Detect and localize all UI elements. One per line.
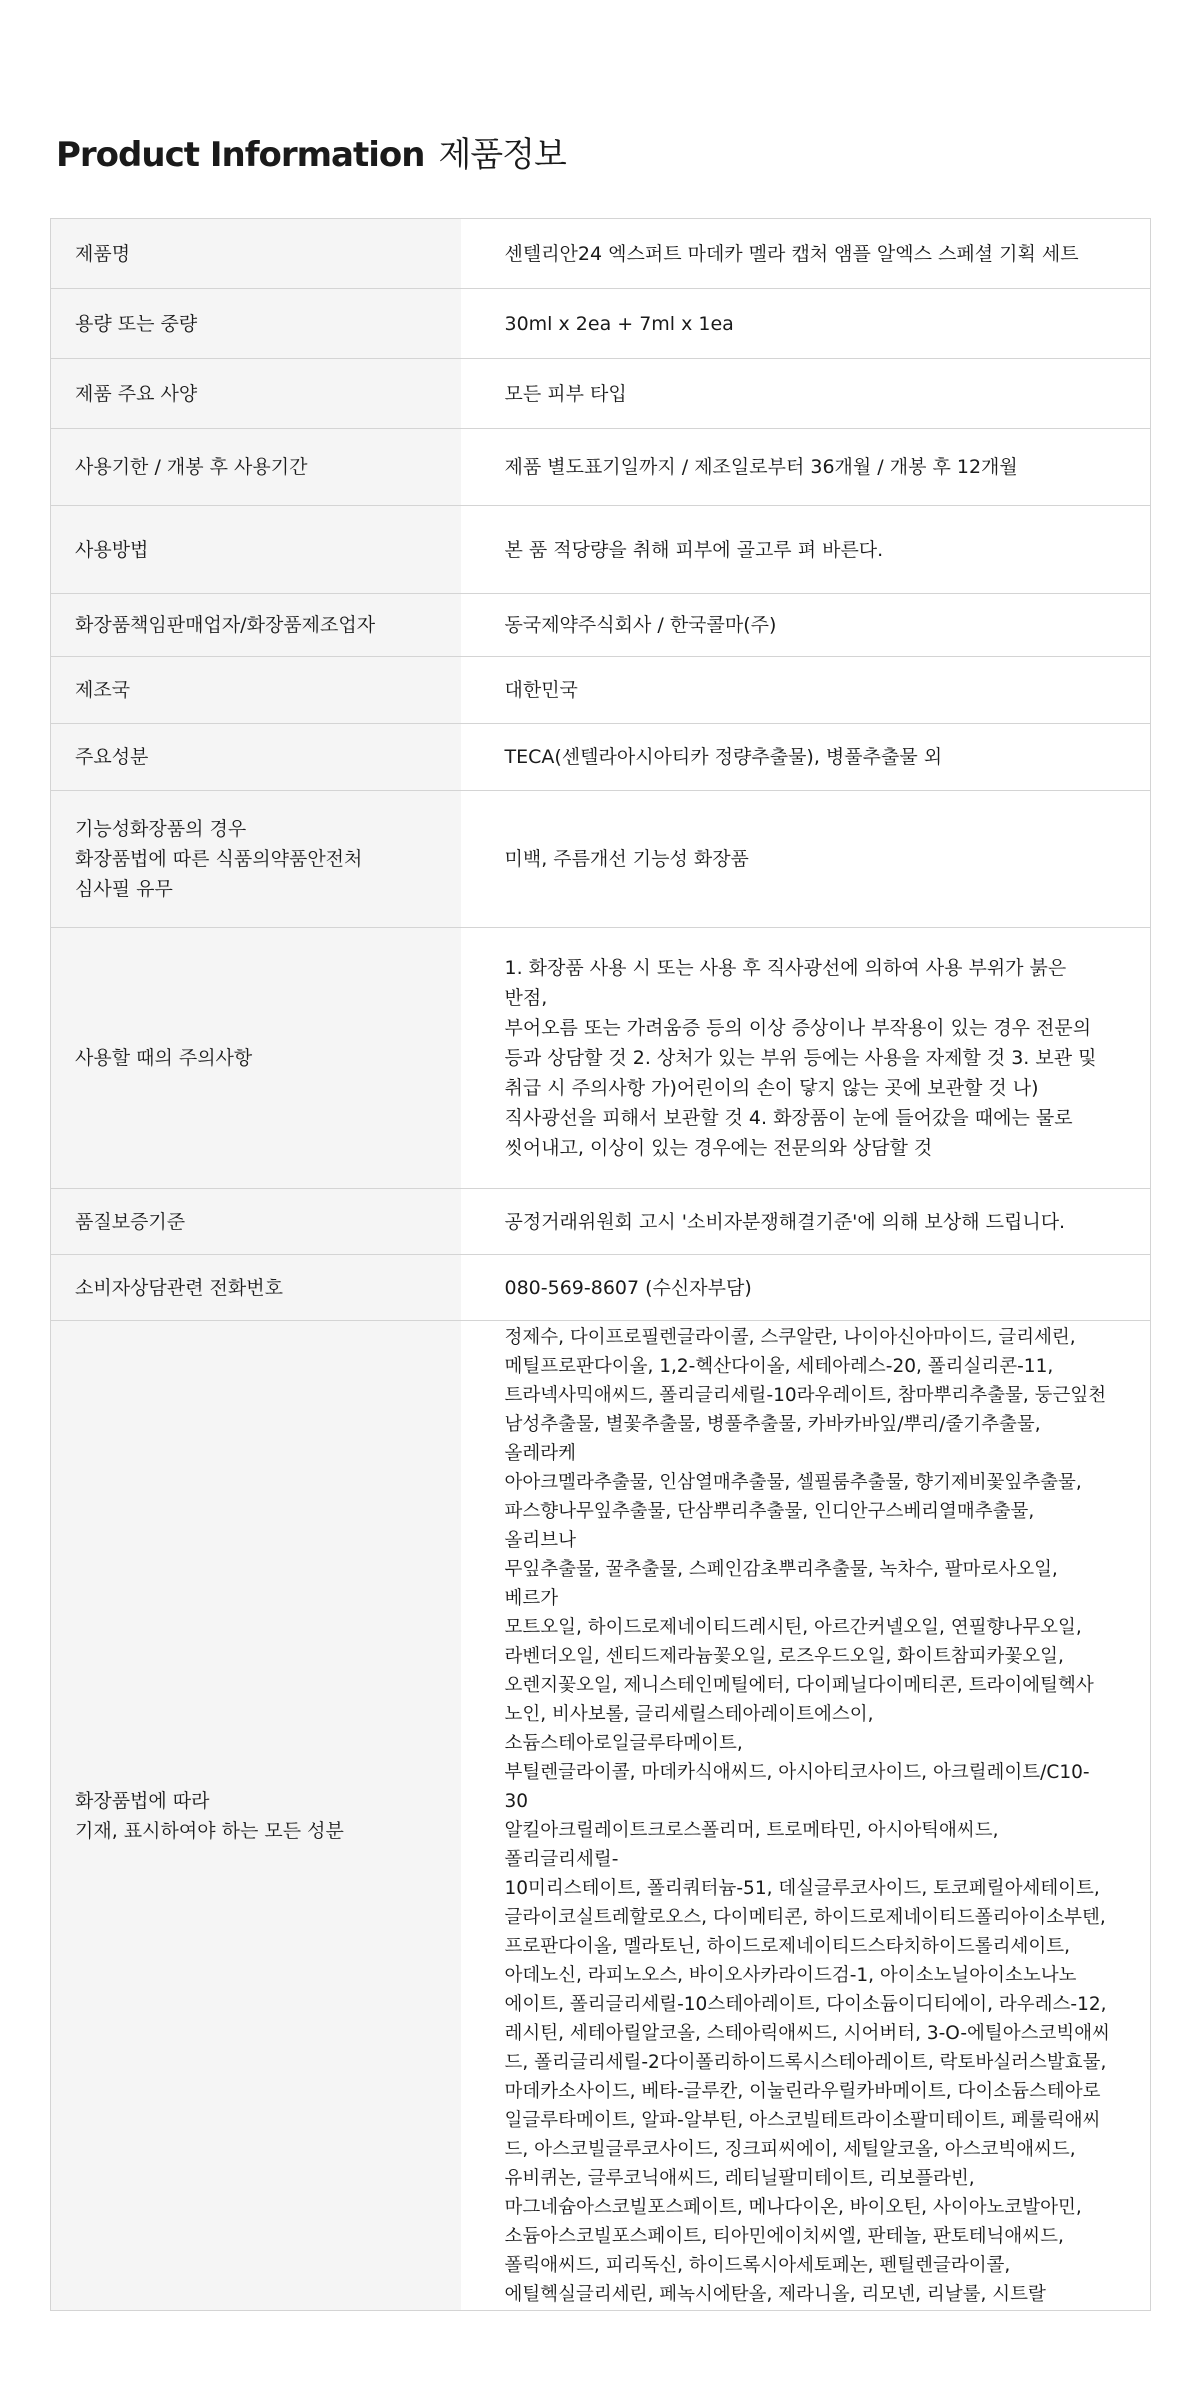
row-value: 센텔리안24 엑스퍼트 마데카 멜라 캡처 앰플 알엑스 스페셜 기획 세트 [461, 219, 1151, 289]
row-precautions [51, 928, 1151, 1189]
row-key-ingredients [51, 724, 1151, 791]
row-product-name [51, 219, 1151, 289]
row-value: 30ml x 2ea + 7ml x 1ea [461, 289, 1151, 359]
row-label: 주요성분 [51, 724, 461, 791]
page-title-ko: 제품정보 [438, 135, 566, 175]
row-value: 대한민국 [461, 657, 1151, 724]
row-value: TECA(센텔라아시아티카 정량추출물), 병풀추출물 외 [461, 724, 1151, 791]
row-label: 기능성화장품의 경우 화장품법에 따른 식품의약품안전처 심사필 유무 [51, 791, 461, 928]
row-expiry [51, 429, 1151, 506]
row-label: 화장품법에 따라 기재, 표시하여야 하는 모든 성분 [51, 1321, 461, 2311]
row-label: 사용기한 / 개봉 후 사용기간 [51, 429, 461, 506]
row-value: 공정거래위원회 고시 '소비자분쟁해결기준'에 의해 보상해 드립니다. [461, 1189, 1151, 1255]
row-value: 정제수, 다이프로필렌글라이콜, 스쿠알란, 나이아신아마이드, 글리세린, 메틸프로판다이올, 1,2-헥산다이올, 세테아레스-20, 폴리실리콘-11, 트라넥사믹애씨드, 폴리글리세릴-10라우레이트, 참마뿌리추출물, 둥근잎천 남성추출물, 별꽃추출물, 병풀추출물, 카바카바잎/뿌리/줄기추출물, 올레라케 아아크멜라추출물, 인삼열매추출물, 셀필룸추출물, 향기제비꽃잎추출물, 파스향나무잎추출물, 단삼뿌리추출물, 인디안구스베리열매추출물, 올리브나 무잎추출물, 꿀추출물, 스페인감초뿌리추출물, 녹차수, 팔마로사오일, 베르가 모트오일, 하이드로제네이티드레시틴, 아르간커넬오일, 연필향나무오일, 라벤더오일, 센티드제라늄꽃오일, 로즈우드오일, 화이트참피카꽃오일, 오렌지꽃오일, 제니스테인메틸에터, 다이페닐다이메티콘, 트라이에틸헥사 노인, 비사보롤, 글리세릴스테아레이트에스이, 소듐스테아로일글루타메이트, 부틸렌글라이콜, 마데카식애씨드, 아시아티코사이드, 아크릴레이트/C10-30 알킬아크릴레이트크로스폴리머, 트로메타민, 아시아틱애씨드, 폴리글리세릴- 10미리스테이트, 폴리쿼터늄-51, 데실글루코사이드, 토코페릴아세테이트, 글라이코실트레할로오스, 다이메티콘, 하이드로제네이티드폴리아이소부텐, 프로판다이올, 멜라토닌, 하이드로제네이티드스타치하이드롤리세이트, 아데노신, 라피노오스, 바이오사카라이드검-1, 아이소노닐아이소노나노 에이트, 폴리글리세릴-10스테아레이트, 다이소듐이디티에이, 라우레스-12, 레시틴, 세테아릴알코올, 스테아릭애씨드, 시어버터, 3-O-에틸아스코빅애씨 드, 폴리글리세릴-2다이폴리하이드록시스테아레이트, 락토바실러스발효물, 마데카소사이드, 베타-글루칸, 이눌린라우릴카바메이트, 다이소듐스테아로 일글루타메이트, 알파-알부틴, 아스코빌테트라이소팔미테이트, 페룰릭애씨 드, 아스코빌글루코사이드, 징크피씨에이, 세틸알코올, 아스코빅애씨드, 유비퀴논, 글루코닉애씨드, 레티닐팔미테이트, 리보플라빈, 마그네슘아스코빌포스페이트, 메나다이온, 바이오틴, 사이아노코발아민, 소듐아스코빌포스페이트, 티아민에이치씨엘, 판테놀, 판토테닉애씨드, 폴릭애씨드, 피리독신, 하이드록시아세토페논, 펜틸렌글라이콜, 에틸헥실글리세린, 페녹시에탄올, 제라니올, 리모넨, 리날룰, 시트랄 [461, 1321, 1151, 2311]
row-value: 동국제약주식회사 / 한국콜마(주) [461, 594, 1151, 657]
row-main-spec [51, 359, 1151, 429]
row-label: 사용방법 [51, 506, 461, 594]
row-capacity [51, 289, 1151, 359]
row-all-ingredients [51, 1321, 1151, 2311]
row-label: 화장품책임판매업자/화장품제조업자 [51, 594, 461, 657]
row-label: 제조국 [51, 657, 461, 724]
page-title [56, 133, 566, 177]
product-info-table [50, 218, 1151, 2311]
row-label: 사용할 때의 주의사항 [51, 928, 461, 1189]
row-label: 제품 주요 사양 [51, 359, 461, 429]
row-label: 품질보증기준 [51, 1189, 461, 1255]
row-country [51, 657, 1151, 724]
row-usage [51, 506, 1151, 594]
row-label: 소비자상담관련 전화번호 [51, 1255, 461, 1321]
row-label: 제품명 [51, 219, 461, 289]
row-quality-assurance [51, 1189, 1151, 1255]
row-value: 본 품 적당량을 취해 피부에 골고루 펴 바른다. [461, 506, 1151, 594]
row-phone [51, 1255, 1151, 1321]
row-value: 1. 화장품 사용 시 또는 사용 후 직사광선에 의하여 사용 부위가 붉은 반점, 부어오름 또는 가려움증 등의 이상 증상이나 부작용이 있는 경우 전문의 등과 상담할 것 2. 상처가 있는 부위 등에는 사용을 자제할 것 3. 보관 및 취급 시 주의사항 가)어린이의 손이 닿지 않는 곳에 보관할 것 나) 직사광선을 피해서 보관할 것 4. 화장품이 눈에 들어갔을 때에는 물로 씻어내고, 이상이 있는 경우에는 전문의와 상담할 것 [461, 928, 1151, 1189]
row-value: 미백, 주름개선 기능성 화장품 [461, 791, 1151, 928]
row-manufacturer [51, 594, 1151, 657]
row-label: 용량 또는 중량 [51, 289, 461, 359]
row-value: 080-569-8607 (수신자부담) [461, 1255, 1151, 1321]
row-functional-cosmetics [51, 791, 1151, 928]
page-title-en: Product Information [56, 135, 425, 175]
row-value: 제품 별도표기일까지 / 제조일로부터 36개월 / 개봉 후 12개월 [461, 429, 1151, 506]
row-value: 모든 피부 타입 [461, 359, 1151, 429]
